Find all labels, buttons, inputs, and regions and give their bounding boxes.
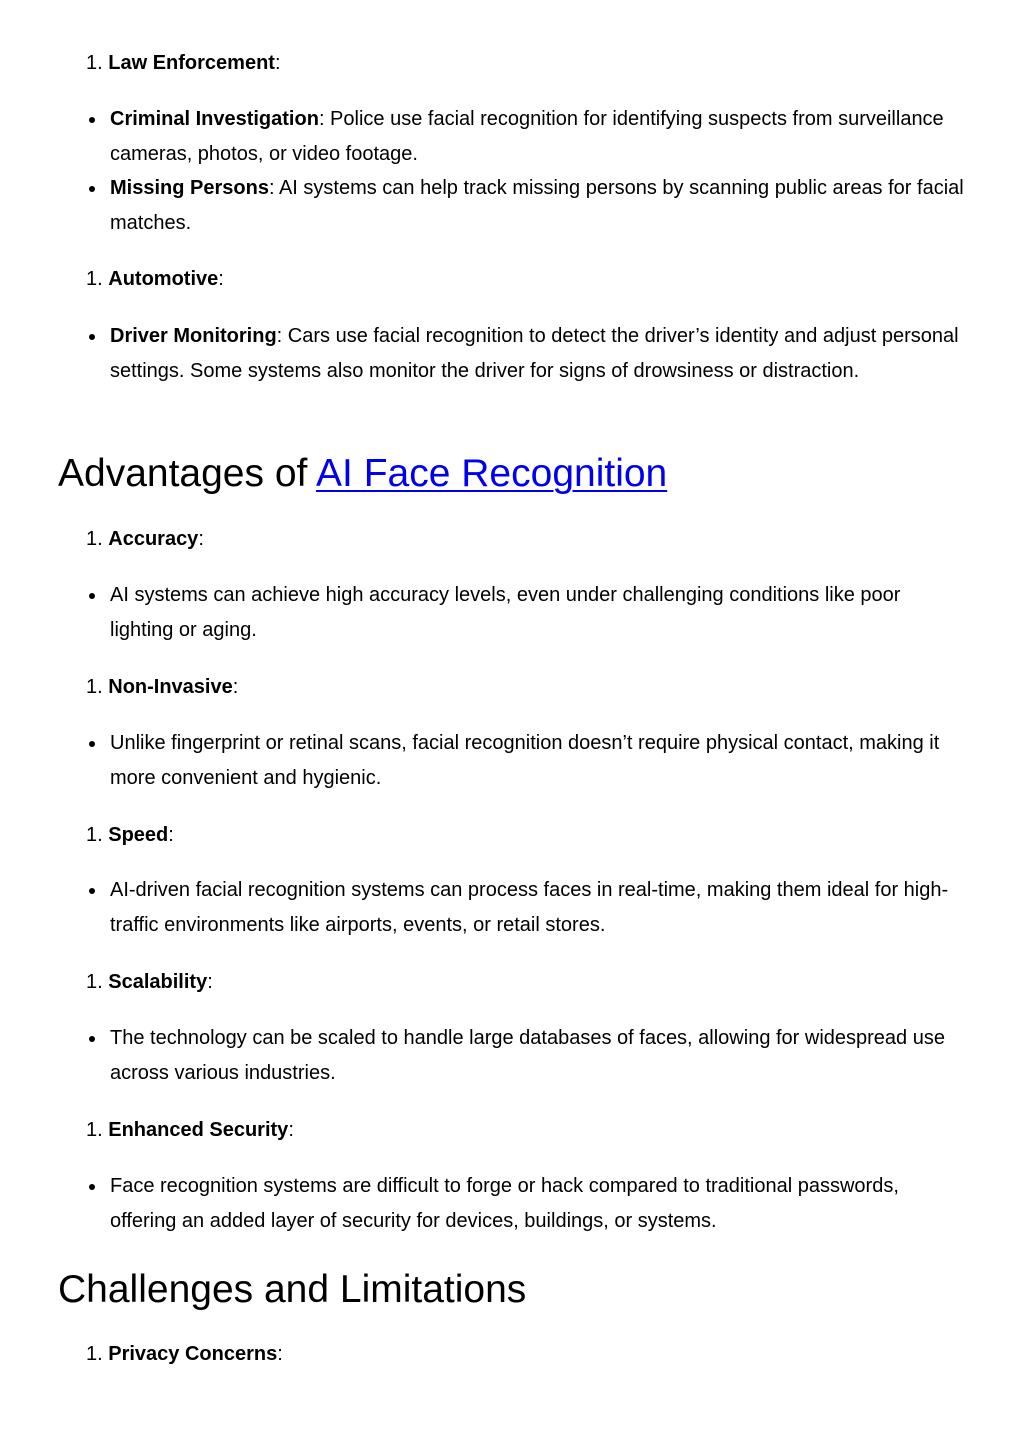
bullet-list-accuracy	[86, 578, 966, 647]
list-item: The technology can be scaled to handle large databases of faces, allowing for widespread use across various industries.	[86, 1021, 966, 1090]
numbered-item-automotive: 1. Automotive:	[86, 268, 224, 290]
bullet-list-enhanced-security	[86, 1169, 966, 1238]
bullet-list-speed	[86, 873, 966, 942]
section-heading-challenges: Challenges and Limitations	[58, 1268, 527, 1311]
numbered-item-speed: 1. Speed:	[86, 824, 174, 846]
bullet-list-scalability	[86, 1021, 966, 1090]
list-item: AI-driven facial recognition systems can process faces in real-time, making them ideal for high-traffic environments like airports, events, or retail stores.	[86, 873, 966, 942]
bullet-list-non-invasive	[86, 726, 966, 795]
numbered-item-non-invasive: 1. Non-Invasive:	[86, 676, 239, 698]
list-item: Unlike fingerprint or retinal scans, facial recognition doesn’t require physical contact, making it more convenient and hygienic.	[86, 726, 966, 795]
bullet-list-automotive	[86, 319, 966, 388]
list-item: Criminal Investigation: Police use facial recognition for identifying suspects from surveillance cameras, photos, or video footage.	[86, 102, 966, 171]
list-item: Driver Monitoring: Cars use facial recognition to detect the driver’s identity and adjust personal settings. Some systems also monitor the driver for signs of drowsiness or distraction.	[86, 319, 966, 388]
numbered-item-law-enforcement: 1. Law Enforcement:	[86, 52, 281, 74]
numbered-item-privacy-concerns: 1. Privacy Concerns:	[86, 1343, 283, 1365]
numbered-item-enhanced-security: 1. Enhanced Security:	[86, 1119, 294, 1141]
section-heading-advantages: Advantages of AI Face Recognition	[58, 452, 668, 495]
numbered-item-accuracy: 1. Accuracy:	[86, 528, 204, 550]
bullet-list-law-enforcement	[86, 102, 966, 240]
numbered-item-scalability: 1. Scalability:	[86, 971, 213, 993]
ai-face-recognition-link[interactable]: AI Face Recognition	[316, 452, 668, 495]
list-item: Missing Persons: AI systems can help track missing persons by scanning public areas for facial matches.	[86, 171, 966, 240]
list-item: AI systems can achieve high accuracy levels, even under challenging conditions like poor lighting or aging.	[86, 578, 966, 647]
list-item: Face recognition systems are difficult to forge or hack compared to traditional passwords, offering an added layer of security for devices, buildings, or systems.	[86, 1169, 966, 1238]
